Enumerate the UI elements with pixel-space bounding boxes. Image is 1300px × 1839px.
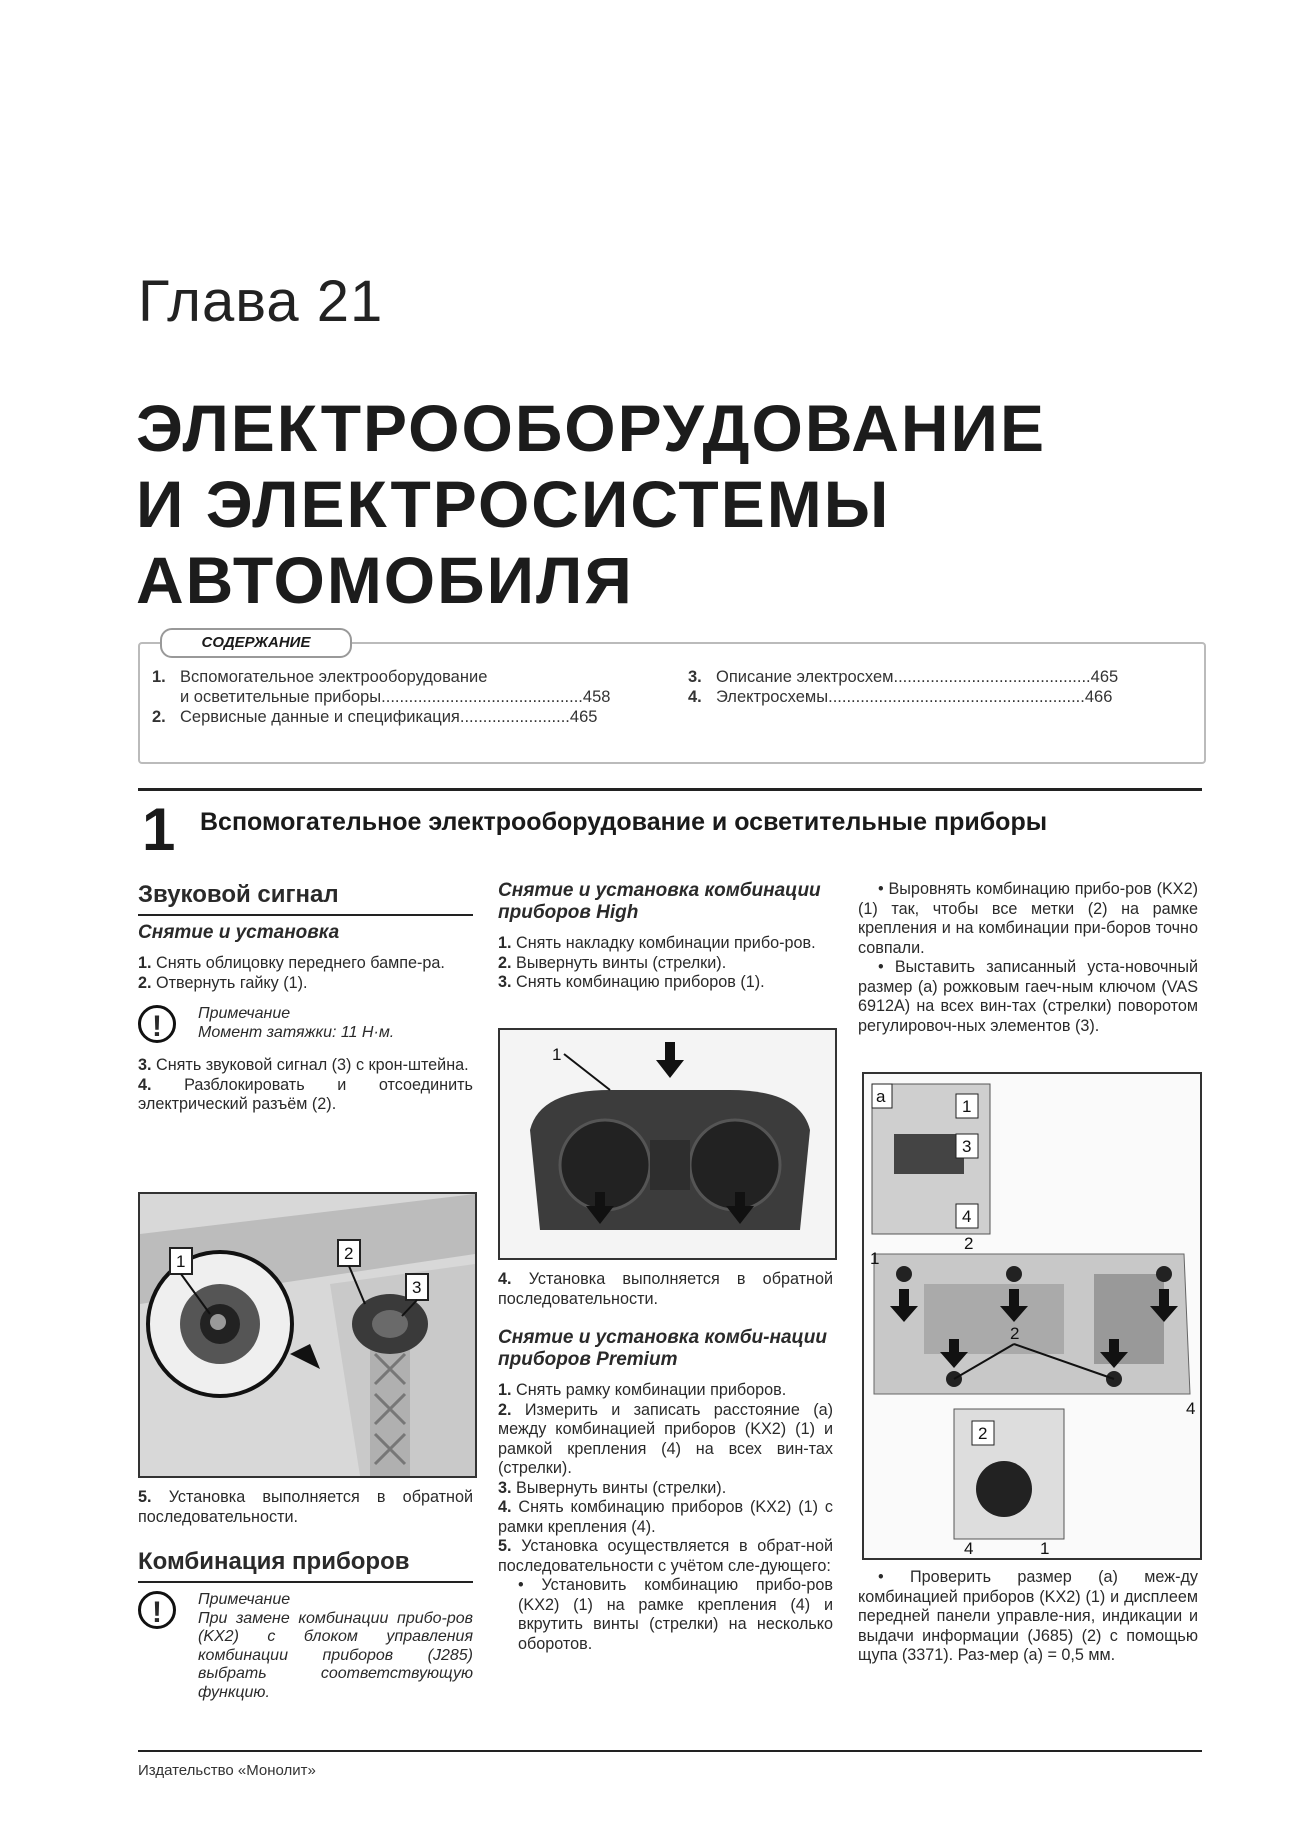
step: 2. Отвернуть гайку (1). (138, 973, 308, 992)
step: 3. Вывернуть винты (стрелки). (498, 1478, 727, 1497)
section-rule (138, 788, 1202, 791)
subheading-high: Снятие и установка комбинации приборов High (498, 880, 821, 923)
figure-callout: 4 (1186, 1399, 1196, 1418)
figure-callout: 2 (978, 1424, 988, 1443)
step: 2. Вывернуть винты (стрелки). (498, 953, 727, 972)
bullet: • Выставить записанный уста-новочный размер (a) рожковым гаеч-ным ключом (VAS 6912A) на всех вин-тах (стрелки) поворотом регулировоч-ных элементов (3). (858, 958, 1198, 1035)
chapter-label: Глава 21 (138, 269, 384, 334)
chapter-title-line: АВТОМОБИЛЯ (136, 543, 634, 617)
warning-icon: ! (138, 1591, 176, 1629)
chapter-title-line: ЭЛЕКТРООБОРУДОВАНИЕ (136, 391, 1046, 465)
chapter-title (136, 390, 1046, 618)
step: 4. Снять комбинацию приборов (KX2) (1) с рамки крепления (4). (498, 1498, 833, 1536)
chapter-title-line: И ЭЛЕКТРОСИСТЕМЫ (136, 467, 891, 541)
table-of-contents (138, 642, 1206, 764)
step: 5. Установка осуществляется в обрат-ной последовательности с учётом сле-дующего: (498, 1537, 834, 1575)
bullet: • Проверить размер (a) меж-ду комбинацией приборов (KX2) (1) и дисплеем передней панели управле-ния, индикации и выдачи информации (J685) (2) с помощью щупа (3371). Раз-мер (a) = 0,5 мм. (858, 1568, 1198, 1664)
horn-figure (138, 1192, 477, 1478)
toc-item[interactable]: 1. Вспомогательное электрооборудование (152, 668, 488, 686)
column-2-lower (498, 1270, 833, 1654)
toc-item-continued[interactable]: и осветительные приборы............................................458 (180, 688, 611, 706)
toc-item[interactable]: 2. Сервисные данные и спецификация........................465 (152, 708, 598, 726)
column-3-lower (858, 1568, 1198, 1666)
subheading-premium: Снятие и установка комби-нации приборов Premium (498, 1327, 827, 1370)
note-cluster: ! Примечание При замене комбинации прибо-ров (KX2) с блоком управления комбинации приборов (J285) выбрать соответствующую функцию. (138, 1591, 473, 1702)
figure-callout: 1 (870, 1249, 880, 1268)
step: 3. Снять комбинацию приборов (1). (498, 973, 765, 991)
figure-callout: 3 (412, 1278, 422, 1297)
figure-callout: a (876, 1087, 886, 1106)
subheading-removal: Снятие и установка (138, 922, 340, 943)
figure-callout: 2 (1010, 1324, 1020, 1343)
step: 2. Измерить и записать расстояние (a) между комбинацией приборов (KX2) (1) и рамкой крепления (4) на всех вин-тах (стрелки). (498, 1400, 834, 1477)
toc-page: 465 (1090, 668, 1119, 686)
warning-icon: ! (138, 1005, 176, 1043)
figure-callout: 1 (962, 1097, 972, 1116)
footer-rule (138, 1750, 1202, 1752)
column-3 (858, 880, 1198, 1036)
step: 1. Снять облицовку переднего бампе-ра. (138, 954, 445, 972)
step: 1. Снять накладку комбинации прибо-ров. (498, 934, 816, 952)
column-1 (138, 880, 473, 1115)
figure-callout: 1 (552, 1045, 562, 1064)
figure-callout: 1 (1040, 1539, 1050, 1558)
figure-callout: 3 (962, 1137, 972, 1156)
step: 5. Установка выполняется в обратной последовательности. (138, 1488, 474, 1526)
step: 4. Разблокировать и отсоединить электрический разъём (2). (138, 1075, 473, 1113)
toc-item[interactable]: 4. Электросхемы........................................................466 (688, 688, 1113, 706)
step: 4. Установка выполняется в обратной последовательности. (498, 1270, 834, 1308)
figure-callout: 4 (962, 1207, 972, 1226)
cluster-high-figure (498, 1028, 837, 1260)
step: 1. Снять рамку комбинации приборов. (498, 1381, 787, 1399)
note-torque: ! Примечание Момент затяжки: 11 Н·м. (138, 1005, 473, 1042)
toc-heading: СОДЕРЖАНИЕ (160, 628, 352, 658)
toc-page: 466 (1084, 688, 1113, 706)
column-2 (498, 880, 833, 993)
figure-callout: 2 (964, 1234, 974, 1253)
cluster-premium-figure (862, 1072, 1202, 1560)
figure-callout: 4 (964, 1539, 974, 1558)
toc-page: 458 (582, 688, 611, 706)
heading-instrument-cluster: Комбинация приборов (138, 1547, 473, 1583)
column-1-lower (138, 1488, 473, 1702)
heading-horn: Звуковой сигнал (138, 880, 473, 916)
bullet: • Выровнять комбинацию прибо-ров (KX2) (1) так, чтобы все метки (2) на рамке крепления и на комбинации при-боров точно совпали. (858, 880, 1198, 957)
publisher: Издательство «Монолит» (138, 1762, 316, 1779)
bullet: • Установить комбинацию прибо-ров (KX2) (1) на рамке крепления (4) и вкрутить винты (стрелки) на несколько оборотов. (518, 1576, 833, 1653)
figure-callout: 1 (176, 1252, 186, 1271)
section-number: 1 (142, 796, 176, 863)
step: 3. Снять звуковой сигнал (3) с крон-штейна. (138, 1056, 469, 1074)
toc-page: 465 (569, 708, 598, 726)
figure-callout: 2 (344, 1244, 354, 1263)
section-title: Вспомогательное электрооборудование и осветительные приборы (200, 808, 1048, 836)
toc-item[interactable]: 3. Описание электросхем...........................................465 (688, 668, 1119, 686)
